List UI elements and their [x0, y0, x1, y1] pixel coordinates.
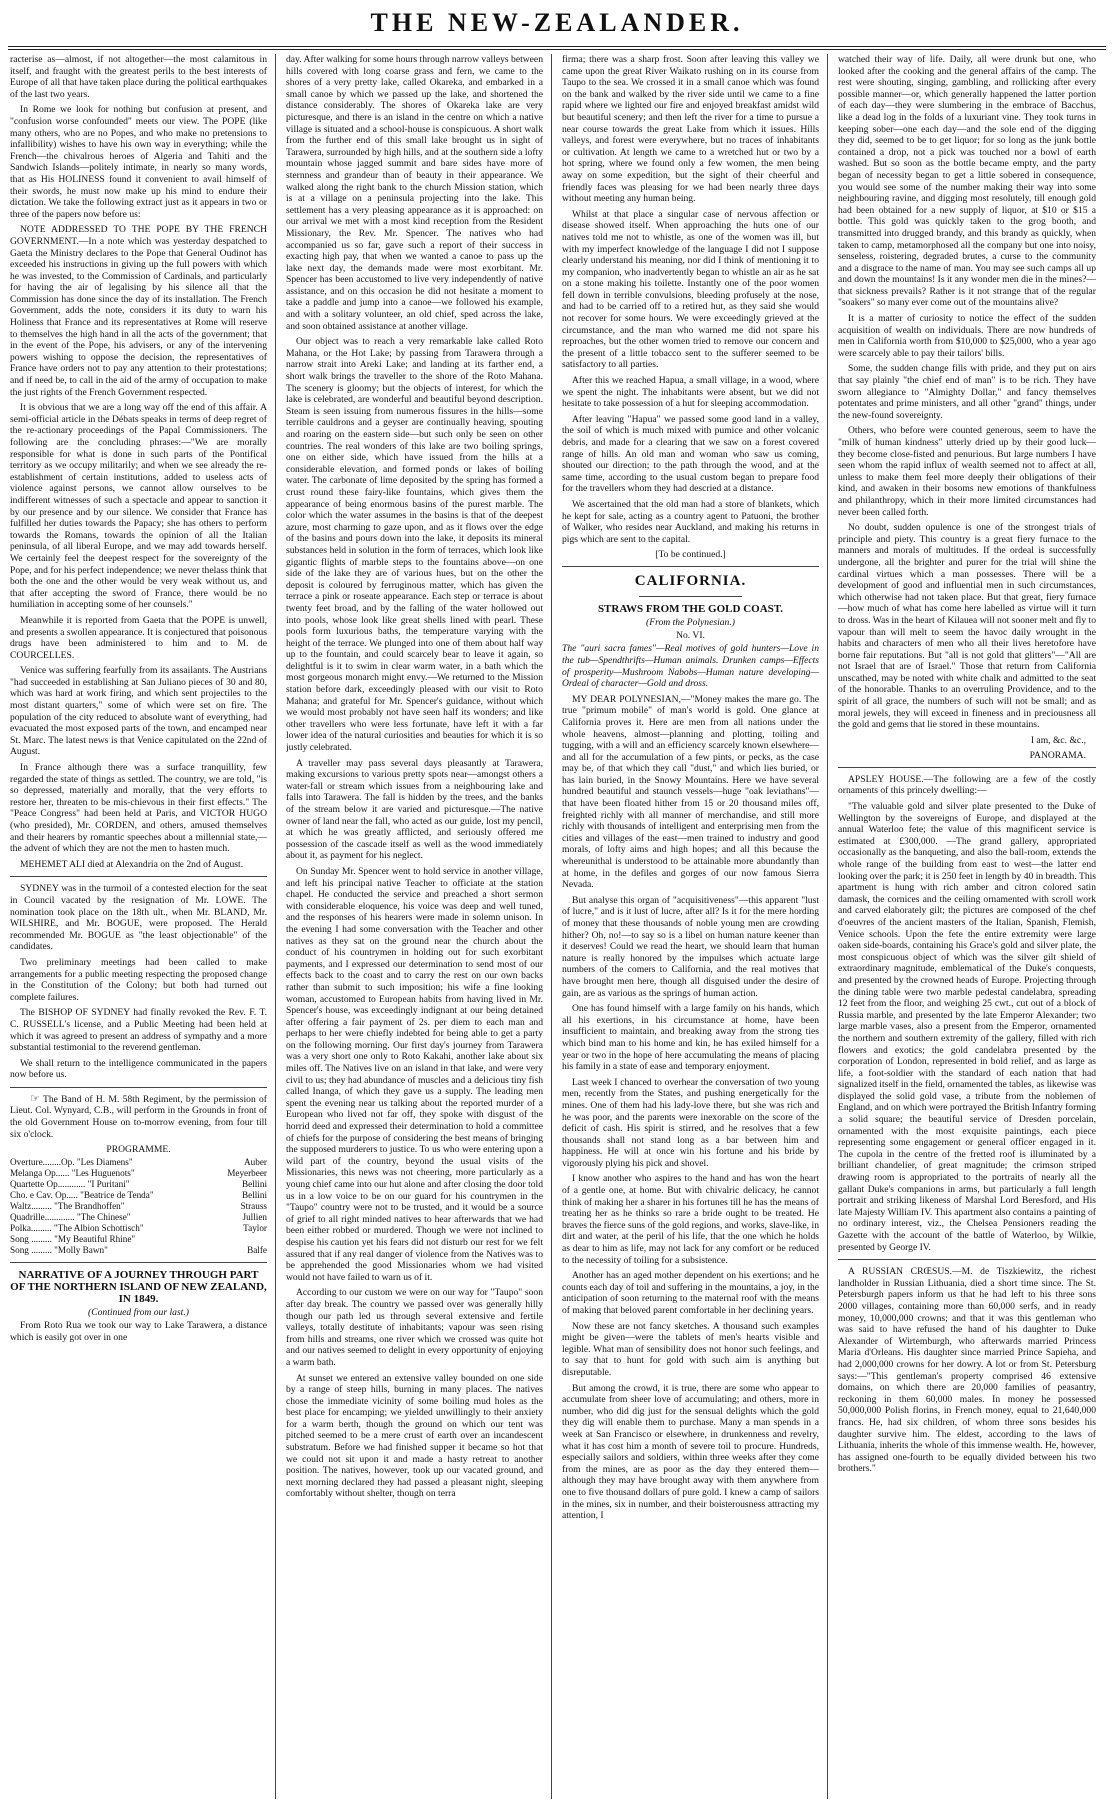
paragraph: MEHEMET ALI died at Alexandria on the 2nd of August.: [20, 858, 244, 870]
programme-composer: Jullien: [242, 1212, 267, 1223]
paragraph: Whilst at that place a singular case of nervous affection or disease showed itself. When approaching the huts one of our natives told me not to whistle, as one of the women was ill, but with my imperfect knowledge of the language I did not I suppose clearly understand his meaning, nor did I think of mentioning it to my companion, who inadvertently began to whistle an air as he sat on a stone making his toilette. Instantly one of the poor women fell down in terrible convulsions, bleeding profusely at the nose, and had to be carried off to a retired hut, as they said she would not recover for some hours. We were exceedingly grieved at the circumstance, and the man who warned me did not spare his reproaches, but the other women tried to remove our concern and the present of a little tobacco sent to the sufferer seemed to be satisfactory to all parties.: [562, 208, 819, 371]
paragraph: Meanwhile it is reported from Gaeta that the POPE is unwell, and presents a swollen appearance. It is conjectured that poisonous drugs have been administered to him and to M. de COURCELLES.: [10, 614, 267, 661]
paragraph: It is a matter of curiosity to notice the effect of the sudden acquisition of wealth on individuals. There are now hundreds of men in California worth from $10,000 to $25,000, who a year ago were scarcely able to pay their tailors' bills.: [838, 313, 1096, 359]
to-be-continued: [To be continued.]: [655, 549, 726, 561]
divider: [10, 876, 267, 877]
programme-composer: Meyerbeer: [227, 1168, 267, 1179]
paragraph: No doubt, sudden opulence is one of the strongest trials of principle and piety. This country is a great fiery furnace to the manners and morals of multitudes. If the ordeal is successfully undergone, all the brighter and purer for the trial will shine the cardinal virtues which a man possesses. There will be a development of good and influential men in such circumstances, which otherwise had not taken place. But that great, fiery furnace—how much of what has come here labelled as virtue will it turn to dross. Was in the heart of Kilauea will not sooner melt and fly to vapour than will melt to seem the havoc daily wrought in the habits and characters of men who all their lives heretofore have borne fair reputations. But "all is not gold that glitters"—"All are not Israel that are of Israel." Those that return from California unscathed, may be noted with white chalk and admitted to the seat of the honorable. Thanks to an overruling Providence, and to the spirit of all grace, the numbers of such will not be small; and as moral jewels, they will exceed in fineness and in preciousness all the gold and gems that lie stored in these mountains.: [838, 522, 1096, 731]
programme-composer: Strauss: [240, 1201, 267, 1212]
paragraph: Our object was to reach a very remarkable lake called Roto Mahana, or the Hot Lake; by passing from Tarawera through a narrow strait into Areki Lake; and landing at its farther end, a short walk brings the traveller to the shore of the Roto Mahana. The scenery is gloomy; but the objects of interest, for which the lake is celebrated, are wonderful and beautiful beyond description. Steam is seen issuing from numerous fissures in the hills—some terrible cauldrons and a geyser are continually heaving, spouting and roaring on the eastern side—but such only be seen on other countries. The real wonders of this lake are two boiling springs, one on either side, which have issued from the hills at a considerable elevation, and formed ponds or lakes of boiling water. The carbonate of lime deposited by the spring has formed a crust round these fairy-like fountains, which gives them the appearance of being enormous basins of the purest marble. The color which the water assumes in the basins is that of the deepest azure, most charming to gaze upon, and as it flows over the edge of the basins and pours down into the lake, it deposits its mineral substances held in solution in the form of terraces, which look like gigantic flights of marble steps to the fountains above—on one side of the lake they are of various hues, but on the other the deposit is coloured by ferruginous matter, which has given the terrace a pink or roseate appearance. Each step or terrace is about twenty feet broad, and by the falling of the water hollowed out into pools, whose look like great shells lined with pearl. These pools form luxurious baths, the temperature varying with the height of the terrace. We plunged into one of them about half way up to the fountain, and could scarcely bear to leave it again, so delightful is it to swim in clear warm water, in a bath which the most gorgeous monarch might envy.—We returned to the Mission station before dark, exceedingly pleased with our visit to Roto Mahana; and grateful for Mr. Spencer's guidance, without which we would most probably not have seen half its wonders; and like other travellers who were less fortunate, have left it with a far lower idea of the natural curiosities and beauties for which it is so justly celebrated.: [286, 336, 543, 754]
issue-number: No. VI.: [676, 630, 705, 642]
paragraph: Two preliminary meetings had been called to make arrangements for a public meeting respecting the proposed change in the Constitution of the Colony; but both had turned out complete failures.: [10, 956, 267, 1003]
programme-item: [10, 1168, 267, 1179]
programme-piece: Waltz......... "The Brandhoffen": [10, 1201, 125, 1212]
paragraph: A traveller may pass several days pleasantly at Tarawera, making excursions to various pretty spots near—amongst others a water-fall or stream which issues from a neighbouring lake and falls into Tarawera. The fall is hidden by the trees, and the banks of the stream below it are varied and picturesque.—The native owner of land near the fall, who acted as our guide, lost my pencil, at which he was greatly afflicted, and seriously offered me possession of the cascade itself as well as the wood immediately about it, as payment for his neglect.: [286, 757, 543, 862]
divider: [10, 1262, 267, 1263]
paragraph: "The valuable gold and silver plate presented to the Duke of Wellington by the sovereigns of Europe, and displayed at the annual Waterloo fete; the value of this magnificent service is estimated at £300,000. —The grand gallery, appropriated occasionally as the banqueting, and also the ball-room, extends the whole range of the building from east to west—the latter end looking over the park; it is 250 feet in length by 40 in breadth. This apartment is hung with rich amber and citron colored satin damask, the cornices and the ceiling ornamented with scroll work and carved elaborately gilt; the pictures are composed of the chef d'oeuvres of the ancient masters of the Italian, Spanish, Flemish, Venice schools. Upon the fete the entire extremity were large oaken side-boards, containing his Grace's gold and silver plate, the most conspicuous object of which was the silver gilt shield of extraordinary magnitude, emblematical of the Duke's conquests, and presented by the crowned heads of Europe. Projecting through the dining table were two marble pedestal candelabra, spreading 12 feet from the floor, and weighing 25 cwt., cut out of a block of Russia marble, and presented by the late Emperor Alexander; two large marble vases, also a present from the Emperor, ornamented the northern and southern extremity of the gallery, filled with rich flowers and exotics; the gold candelabra presented by the corporation of London, represented in bold relief, and as large as life, a foot-soldier with the standard of each nation that had signalized itself in the field, ornamented the tables, as likewise was displayed the solid gold vase, a tribute from the noblemen of England, and on which were portrayed the British Infantry forming a solid square; the beautiful service of Dresden porcelain, ornamented with the most exquisite paintings, each piece representing some engagement or general officer engaged in it. The cupola in the centre of the fretted roof is illuminated by a brilliant chandelier, of great magnitude; the crimson striped drawing room is appropriated to the portraits of nearly all the gallant Duke's companions in arms, but particularly a full length portrait and striking likeness of Marshal Lord Beresford, and His late Majesty William IV. This apartment also contains a painting of no ordinary interest, viz., the Chelsea Pensioners reading the Gazette with the account of the battle of Waterloo, by Wilkie, presented by George IV.: [838, 801, 1097, 1253]
signature-name: PANORAMA.: [1029, 749, 1086, 761]
paragraph: We shall return to the intelligence communicated in the papers now before us.: [10, 1057, 267, 1081]
paragraph: After this we reached Hapua, a small village, in a wood, where we spent the night. The inhabitants were absent, but we did not hesitate to take possession of a hut for sleeping accommodation.: [562, 375, 819, 410]
paragraph: Now these are not fancy sketches. A thousand such examples might be given—were the tablets of men's hearts visible and legible. What man of sensibility does not honor such feelings, and to say that to hunt for gold with such aim is anything but disreputable.: [562, 1320, 819, 1378]
source-note: (From the Polynesian.): [646, 617, 735, 629]
column-1: [10, 54, 276, 1799]
paragraph: But among the crowd, it is true, there are some who appear to accumulate from sheer love of accumulating; and others, more in number, who did dig just for the sensual delights which the gold they dig will enable them to purchase. Many a man spends in a week at San Francisco or elsewhere, in drunkenness and revelry, what it has cost him a month of severe toil to procure. Hundreds, especially sailors and soldiers, within three weeks after they come from the mines, are as poor as the day they entered them—although they may have brought away with them anywhere from one to five thousand dollars of pure gold. I knew a camp of sailors in the mines, six in number, and their boisterousness attracting my attention, I: [562, 1382, 819, 1522]
band-notice-text: The Band of H. M. 58th Regiment, by the permission of Lieut. Col. Wynyard, C.B., will perform in the Grounds in front of the old Government House on to-morrow evening, from four till six o'clock.: [10, 1093, 267, 1140]
programme-item: [10, 1190, 267, 1201]
masthead: THE NEW-ZEALANDER.: [370, 8, 744, 37]
masthead-rule-2: [8, 49, 1106, 50]
paragraph: NOTE ADDRESSED TO THE POPE BY THE FRENCH GOVERNMENT.—In a note which was yesterday despatched to Gaeta the Ministry declares to the Pope that General Oudinot has exceeded his instructions in giving up the full powers with which he was invested, to the Commission of Cardinals, and particularly for having the air of legalising by his silence all that the Commission has done since the day of its installation. The French Government, adds the note, considers it its duty to warn his Holiness that France and its representatives at Rome will reserve to themselves the high hand in all the acts of the government; that in the event of the Pope, his advisers, or any of the intervening powers wishing to oppose the decision, the representatives of France have orders not to pay any attention to their protestations; and if need be, to call in the aid of the army of occupation to make the just rights of the French Government respected.: [10, 224, 267, 398]
subtitle: The "auri sacra fames"—Real motives of gold hunters—Love in the tub—Spendthrifts—Human animals. Drunken camps—Effects of prosperity—Mushroom Nabobs—Human nature developing—Ordeal of character—Gold and dross.: [562, 643, 819, 690]
divider: [639, 596, 742, 597]
masthead-rule: [8, 46, 1106, 47]
page-columns: [10, 54, 1104, 1799]
programme-composer: Bellini: [241, 1190, 267, 1201]
paragraph: racterise as—almost, if not altogether—the most calamitous in itself, and fraught with the greatest perils to the best interests of Europe of all that have taken place during the political earthquakes of the last two years.: [10, 54, 267, 100]
paragraph: Venice was suffering fearfully from its assailants. The Austrians "had succeeded in establishing at San Juliano pieces of 30 and 80, which was hard at work firing, and which sent projectiles to the most distant quarters," some of which were set on fire. The population of the city reduced to absolute want of everything, had evacuated the most exposed parts of the town, and encamped near St. Marc. The latest news is that Venice capitulated on the 22nd of August.: [10, 665, 267, 758]
california-title: CALIFORNIA.: [634, 573, 747, 590]
paragraph: Some, the sudden change fills with pride, and they put on airs that say plainly "the chief end of man" is to be rich. They have sworn allegiance to "Almighty Dollar," and fancy themselves potentates and prime ministers, and all other "grand" things, under the new-found sovereignty.: [838, 363, 1096, 421]
paragraph: SYDNEY was in the turmoil of a contested election for the seat in Council vacated by the resignation of Mr. LOWE. The nomination took place on the 18th ult., when Mr. BLAND, Mr. WILSHIRE, and Mr. BOGUE, were proposed. The Herald recommended Mr. BOGUE as "the least objectionable" of the candidates.: [10, 883, 267, 953]
programme-piece: Quartette Op............ "I Puritani": [10, 1179, 130, 1190]
programme-item: [10, 1223, 267, 1234]
paragraph: day. After walking for some hours through narrow valleys between hills covered with long coarse grass and fern, we came to the shores of a very pretty lake, called Okareka, and embarked in a small canoe by which we passed up the lake, and shortened the distance considerably. The shores of Okareka lake are very picturesque, and there is an island in the centre on which a native village is situated and a school-house is conspicuous. A short walk from the further end of this small lake brought us in sight of Tarawera, surrounded by high hills, and at the southern side a lofty mountain whose jagged summit and bare sides have more of sternness and grandeur than of beauty in their appearance. We walked along the right bank to the church Mission station, which is at a village on a peninsula projecting into the lake. This settlement has a very pleasing appearance as it is approached: on our arrival we met with a most kind reception from the Resident Missionary, the Rev. Mr. Spencer. The natives who had accompanied us so far, gave such a report of their success in exacting high pay, that when we wanted a canoe to pass up the lake next day, the demands made were most exorbitant. Mr. Spencer has been accustomed to live very independently of native assistance, and on this occasion he did not hesitate a moment to take a paddle and jump into a canoe—we followed his example, and with a solitary volunteer, an old chief, sped across the lake, and soon obtained assistance at another village.: [286, 54, 543, 332]
divider: [838, 1259, 1096, 1260]
paragraph: One has found himself with a large family on his hands, which all his exertions, in his circumstance at home, have been insufficient to maintain, and breaking away from the strong ties which bind man to his home and kin, he has exiled himself for a year or two in the hope of here accumulating the means of placing his family in a state of ease and temporary enjoyment.: [562, 1003, 819, 1073]
column-3: [562, 54, 828, 1799]
column-2: [286, 54, 552, 1799]
paragraph: watched their way of life. Daily, all were drunk but one, who looked after the cooking and the general affairs of the camp. The rest were shouting, singing, gambling, and rollicking after every possible manner—or, which generally happened the latter portion of each day—they were slumbering in the embrace of Bacchus, like a dead log in the folds of a luxuriant vine. They took turns in keeping sober—one each day—and the sole end of the digging they did, seemed to be to get liquor; for so long as the junk bottle contained a drop, not a pick was touched nor a bowl of earth washed. But so soon as the bottle became empty, and the party began of necessity began to get a little sobered in consequence, you would see some of the number making their way into some neighbouring ravine, and digging most resolutely, till enough gold had been obtained for a new supply of liquor, at $10 or $15 a bottle. This gold was quickly taken to the grog booth, and transmitted into drugged brandy, and this brandy as quickly, when taken to camp, metamorphosed all the company but one into noisy, senseless, roistering, degraded brutes, a curse to the community and a disgrace to the name of man. You may see such camps all up and down the mountains! Is it any wonder men die in the mines?—that sickness prevails? Rather is it not strange that of the regular "soakers" so many ever come out of the mountains alive?: [838, 54, 1096, 309]
signature-line: I am, &c. &c.,: [1030, 734, 1086, 746]
programme-piece: Polka......... "The Albion Schottisch": [10, 1223, 144, 1234]
paragraph: But analyse this organ of "acquisitiveness"—this apparent "lust of lucre," and is it lust of lucre, after all? Is it for the mere hording of money that these thousands of noble young men are crowding hither? Oh, no!—to say so is a libel on human nature keener than it deserves! Could we read the heart, we should learn that human nature is really honored by the impulses which actuate large numbers of the comers to California, and the real motives that have brought men here, though all disguised under the desire of gain, are as various as the springs of human action.: [562, 894, 819, 999]
divider: [562, 566, 819, 567]
column-4: [838, 54, 1104, 1799]
paragraph: It is obvious that we are a long way off the end of this affair. A semi-official article in the Débats speaks in terms of deep regret of the re-actionary proceedings of the Papal Commissioners. The following are the concluding phrases:—"We are morally responsible for what is done in such parts of the Pontifical territory as we occupy militarily; and when we see already the re-establishment of certain institutions, added to useless acts of violence against persons, we cannot allow ourselves to be indifferent witnesses of such a spectacle and appear to sanction it by our presence and by our silence. We consider that France has fulfilled her duties towards the Papacy; she has others to perform towards the Romans, towards the opinion of all the Italian peninsula, of all liberal Europe, and we may add towards herself. We certainly feel the deepest respect for the sovereignty of the Pope, and for his perfect independence; we never thelass think that both the one and the other would be very weak without us, and that after accepting the sword of France, there would be no humiliation in accepting some of her counsels.": [10, 402, 267, 611]
paragraph: Others, who before were counted generous, seem to have the "milk of human kindness" utterly dried up by their good luck—they become close-fisted and penurious. But large numbers I have seen whom the rapid influx of wealth seemed not to affect at all, unless to make them feel more deeply their obligations of their kind, and awaken in their bosoms new emotions of thankfulness and philanthropy, which in their more limited circumstances had never been called forth.: [838, 425, 1096, 518]
programme-item: [10, 1201, 267, 1212]
paragraph: A RUSSIAN CRŒSUS.—M. de Tiszkiewitz, the richest landholder in Russian Lithuania, died a short time since. The St. Petersburgh papers inform us that he had left to his three sons 2000 villages, containing more than 60,000 serfs, and in ready money, 10,000,000 crowns; and that it was this gentleman who was said to have refused the hand of his daughter to Duke Alexander of Wirtemburgh, who afterwards married Princess Maria d'Orleans. His daughter since married Prince Sapieha, and had 2,000,000 crowns for her dowry. A lot or from St. Petersburg says:—"This gentleman's property comprised 46 extensive domains, on which there are 20,000 families of peasantry, reckoning in them 60,000 males. In money he possessed 50,000,000 Polish florins, in French money, equal to 21,640,000 francs. He, had six children, of whom three sons besides his daughter survive him. The eldest, according to the laws of Lithuania, inherits the whole of this immense wealth. He, however, has assigned one-fourth to be equally divided between his two brothers.": [838, 1266, 1096, 1475]
paragraph: APSLEY HOUSE.—The following are a few of the costly ornaments of this princely dwelling:—: [838, 773, 1096, 797]
programme-item: [10, 1212, 267, 1223]
straws-title: STRAWS FROM THE GOLD COAST.: [597, 603, 784, 616]
paragraph: According to our custom we were on our way for "Taupo" soon after day break. The country we passed over was generally hilly though our path led us through several extensive and fertile valleys, totally destitute of inhabitants; vapour was seen rising from hills and streams, one river which we crossed was quite hot and our natives seemed to delight in every opportunity of enjoying a warm bath.: [286, 1287, 543, 1368]
paragraph: From Roto Rua we took our way to Lake Tarawera, a distance which is easily got over in one: [10, 1320, 267, 1343]
programme-piece: Melanga Op...... "Les Huguenots": [10, 1168, 135, 1179]
paragraph: After leaving "Hapua" we passed some good land in a valley, the soil of which is much mixed with pumice and other volcanic debris, and made for a clearing that we saw on a forest covered range of hills. An old man and woman who saw us coming, shouted our direction; to the path through the wood, and at the same time, according to the usual custom began to prepare food for the travellers whom they had descried at a distance.: [562, 413, 819, 495]
paragraph: In Rome we look for nothing but confusion at present, and "confusion worse confounded" meets our view. The POPE (like many others, who are no Popes, and who make no pretensions to infallibility) wishes to have his own way in everything; while the French—the chivalrous heroes of Algeria and Tahiti and the Sandwich Islands—politely intimate, in nearly so many words, that as His HOLINESS found it convenient to avail himself of their swords, he must now make up his mind to endure their dictation. We take the following extract just as it appears in two or three of the papers now before us:: [10, 104, 267, 220]
paragraph: MY DEAR POLYNESIAN,—"Money makes the mare go. The true "primum mobile" of man's world is gold. One glance at California proves it. Here are men from all nations under the whole heavens, almost—planning and plotting, toiling and tugging, with a will and an efficiency scarcely known elsewhere—and all for the accumulation of a few pints, or pecks, as the case may be, of that which they call "dust," and which lies buried, or has lain buried, in the Snowy Mountains. Here we have several hundred beautiful and staunch vessels—huge "oak leviathans"—that have been floated hither from 15 or 20 thousand miles off, freighted richly with all manner of merchandise, and still more richly with thousands of intelligent and enterprising men from the cities and villages of the east—men trained to industry and good morals, of lofty aims and high hopes; and all this because the whereunithal is understood to be attainable more abundantly than at home, in the defiles and gorges of our now famous Sierra Nevada.: [562, 693, 819, 891]
divider: [838, 767, 1096, 768]
band-notice: [10, 1094, 267, 1140]
pointing-hand-icon: ☞: [30, 1092, 40, 1105]
programme-piece: Song ......... "My Beautiful Rhine": [10, 1234, 136, 1245]
programme-composer: Auber: [244, 1157, 267, 1168]
programme-item: [10, 1234, 267, 1245]
programme-item: [10, 1157, 267, 1168]
programme-label: PROGRAMME.: [106, 1144, 171, 1156]
programme-composer: Taylor: [243, 1223, 267, 1234]
paragraph: firma; there was a sharp frost. Soon after leaving this valley we came upon the great River Waikato rushing on in its course from Taupo to the sea. We crossed it in a small canoe which was found on the bank and walked by the river side until we came to a fine rapid where we lighted our fire and enjoyed breakfast amidst wild but beautiful scenery; and then left the river for a time to pursue a near course towards the great Lake from which it issues. Hills valleys, and forest were everywhere, but no traces of inhabitants or cultivation. At length we came to a wretched hut or two by a hot spring, where we found only a few women, the men being away on some expedition, but the sight of their cheerful and friendly faces was pleasing for we had been nearly three days without meeting any human being.: [562, 54, 819, 205]
paragraph: Last week I chanced to overhear the conversation of two young men, recently from the States, and pushing energetically for the mines. One of them had his lady-love there, but she was rich and he was poor, and the parents were inexorable on the score of the deficit of cash. His spirit is stirred, and he resolves that a few thousands shall not stand long as a bar between him and happiness. He will at once win his fortune and his bride by vigorously plying his pick and shovel.: [562, 1076, 819, 1169]
paragraph: In France although there was a surface tranquillity, few regarded the state of things as settled. The country, we are told, "is so depressed, materially and morally, that the very efforts to restore her, threaten to be mis-chievous in their first effects." The "Peace Congress" had been held at Paris, and VICTOR HUGO (who presided), Mr. CORDEN, and others, amused themselves and their hearers by romantic speeches about a millennial state,—the advent of which they are not the men to hasten much.: [10, 762, 267, 855]
programme-piece: Cho. e Cav. Op..... "Beatrice de Tenda": [10, 1190, 154, 1201]
programme-piece: Song ......... "Molly Bawn": [10, 1245, 108, 1256]
paragraph: The BISHOP OF SYDNEY had finally revoked the Rev. F. T. C. RUSSELL's license, and a Public Meeting had been held at which it was agreed to present an address of sympathy and a more substantial testimonial to the reverend gentleman.: [10, 1007, 267, 1054]
paragraph: We ascertained that the old man had a store of blankets, which he kept for sale, acting as a country agent to Patuoni, the brother of Walker, who resides near Auckland, and making his returns in pigs which are sent to the capital.: [562, 498, 819, 545]
paragraph: At sunset we entered an extensive valley bounded on one side by a range of steep hills, burning in many places. The natives chose the immediate vicinity of some boiling mud holes as the best place for encamping; we yielded unwillingly to their anxiety for a warm berth, though the ground on which our tent was pitched seemed to be a mere crust of earth over an incandescent substratum. Before we had finished supper it became so hot that we could not sit upon it and made a hasty retreat to another position. The natives, however, took up our vacated ground, and next morning declared they had passed a pleasant night, sleeping comfortably without shelter, though on terra: [286, 1372, 543, 1500]
programme-composer: Bellini: [241, 1179, 267, 1190]
paragraph: Another has an aged mother dependent on his exertions; and he counts each day of toil and suffering in the mountains, a joy, in the anticipation of soon returning to the maternal roof with the means of making that beloved parent comfortable in her declining years.: [562, 1270, 819, 1316]
programme-list: [10, 1157, 267, 1256]
paragraph: I know another who aspires to the hand and has won the heart of a gentle one, at home. But with chivalric delicacy, he cannot think of making her a sharer in his fortunes till he has the means of treating her as he thinks so rare a bride ought to be treated. He braves the fierce suns of the gold regions, and works, slave-like, in dirt and water, at the peril of his life, that the one which he holds as dear to him as life, may not lack for any comfort or be reduced to the necessity of toiling for a subsistence.: [562, 1173, 819, 1266]
narrative-continued: (Continued from our last.): [88, 1307, 189, 1319]
divider: [10, 1087, 267, 1088]
programme-piece: Overture........Op. "Les Diamens": [10, 1157, 133, 1168]
narrative-title: NARRATIVE OF A JOURNEY THROUGH PART OF THE NORTHERN ISLAND OF NEW ZEALAND, IN 1849.: [10, 1269, 267, 1306]
programme-item: [10, 1245, 267, 1256]
paragraph: On Sunday Mr. Spencer went to hold service in another village, and left his principal native Teacher to officiate at the station chapel. He conducted the service and preached a short sermon with considerable eloquence, his voice was deep and well tuned, and the responses of his hearers were made in solemn unison. In the evening I had some conversation with the Teacher and other natives as they sat on the ground near the church about the conduct of his countrymen in holding out for such exorbitant payments, and I expressed our determination to send most of our effects back to the coast and to carry the rest on our own backs rather than submit to such imposition; his wife a fine looking woman, accustomed to European habits from having lived in Mr. Spencer's house, was exceedingly indignant at our being detained after offering a fair payment of 2s. per diem to each man and perhaps to her were chiefly indebted for being able to get a party on the following morning. Our first day's journey from Tarawera was a very short one only to Roto Kakahi, another lake about six miles off. The Natives live on an island in that lake, and were very civil to us; they had abundance of muscles and a delicious tiny fish called Inanga, of which they gave us a supply. The leading men spent the evening near us talking about the reported murder of a European who lived not far off, they spoke with disgust of the horrid deed and expressed their determination to hold a committee of chiefs for the purpose of considering the best means of bringing the supposed murderers to justice. To us who were entering upon a wild part of the country, beyond the usual visits of the Missionaries, this news was not cheering, more particularly as a young chief came into our hut alone and after closing the door told us in a low voice to be on our guard for his countrymen in the "Taupo" country were not to be trusted, and it would be a source of grief to all right minded natives to hear afterwards that we had been either robbed or murdered. Though we were not inclined to despise his caution yet his fears did not disturb our rest for we felt assured that if any real danger of violence from the Natives was to be apprehended the good Missionaries whom we had visited would not have failed to warn us of it.: [286, 865, 543, 1283]
programme-piece: Quadrille............. "The Chinese": [10, 1212, 131, 1223]
programme-item: [10, 1179, 267, 1190]
programme-composer: Balfe: [247, 1245, 267, 1256]
